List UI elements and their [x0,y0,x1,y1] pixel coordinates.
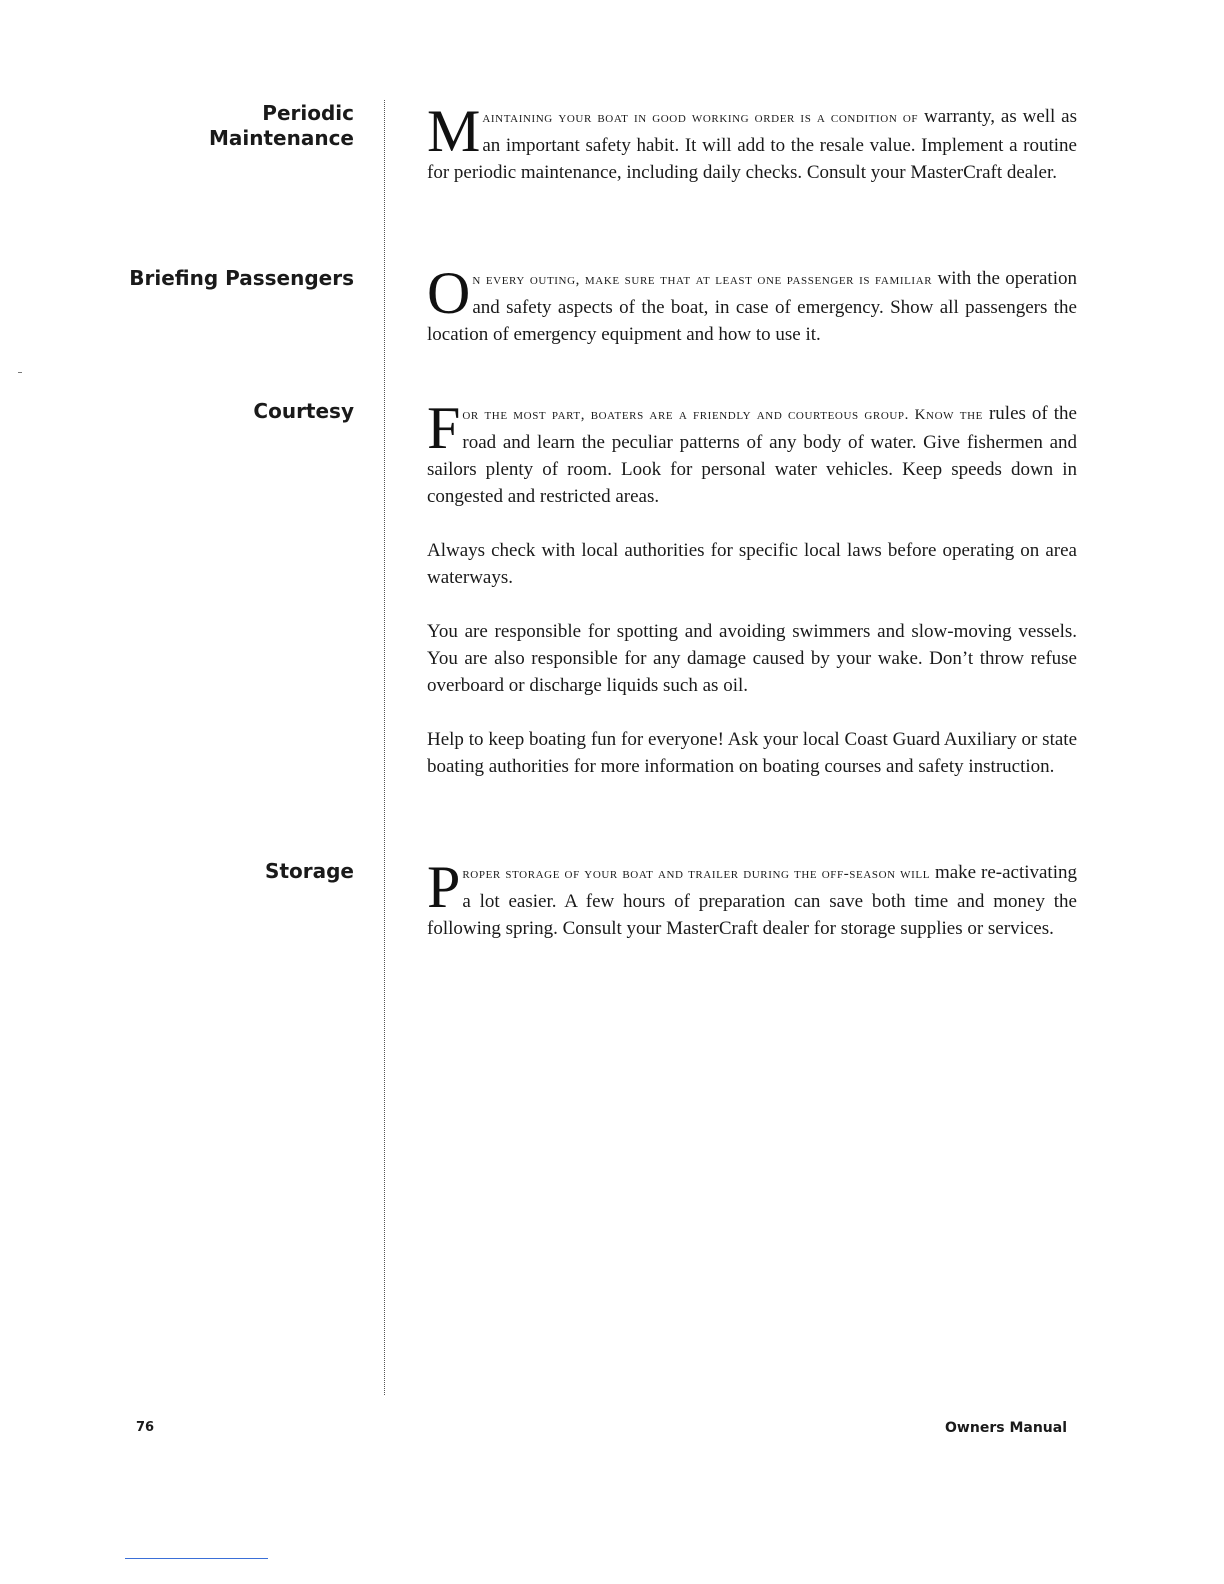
lead-text: with the operation and safety aspects of the boat, in case of emergency. Show all passengers the location of emergency equipment and how to use it. [427,268,1077,345]
lead-paragraph [427,98,1078,186]
heading-courtesy: Courtesy [253,399,354,423]
drop-cap: P [427,854,461,920]
body-paragraph: Help to keep boating fun for everyone! Ask your local Coast Guard Auxiliary or state boating authorities for more information on boating courses and safety instruction. [427,729,1077,777]
body-paragraph: You are responsible for spotting and avoiding swimmers and slow-moving vessels. You are also responsible for any damage caused by your wake. Don’t throw refuse overboard or discharge liquids such as oil. [427,621,1077,696]
heading-line: Periodic [262,101,354,125]
page-number: 76 [136,1420,155,1435]
section-storage [427,854,1077,969]
lead-caps: aintaining your boat in good working order is a condition of [482,110,919,126]
section-briefing-passengers [427,260,1077,375]
drop-cap: O [427,260,471,326]
lead-text: warranty, as well as an important safety habit. It will add to the resale value. Implement a routine for periodic maintenance, including daily checks. Consult your MasterCraft dealer. [427,106,1078,183]
heading-briefing-passengers: Briefing Passengers [129,266,354,290]
footer-title: Owners Manual [945,1420,1067,1436]
lead-caps: n every outing, make sure that at least one passenger is familiar [472,272,933,288]
bottom-rule [125,1558,268,1559]
heading-storage: Storage [265,859,354,883]
body-paragraph: Always check with local authorities for specific local laws before operating on area waterways. [427,540,1077,588]
drop-cap: M [427,98,481,164]
heading-line: Maintenance [208,126,354,150]
scan-mark [18,372,22,373]
heading-periodic-maintenance [94,101,354,151]
lead-paragraph [427,260,1077,348]
column-divider [384,100,385,1395]
section-periodic-maintenance [427,98,1078,213]
lead-text: rules of the road and learn the peculiar patterns of any body of water. Give fishermen and sailors plenty of room. Look for personal water vehicles. Keep speeds down in congested and restricted areas. [427,403,1077,507]
section-courtesy [427,395,1077,807]
drop-cap: F [427,395,461,461]
lead-caps: roper storage of your boat and trailer during the off-season will [462,866,931,882]
lead-caps: or the most part, boaters are a friendly and courteous group. Know the [462,407,983,423]
lead-paragraph [427,395,1077,510]
lead-paragraph [427,854,1077,942]
lead-text: make re-activating a lot easier. A few hours of preparation can save both time and money the following spring. Consult your MasterCraft dealer for storage supplies or services. [427,862,1077,939]
